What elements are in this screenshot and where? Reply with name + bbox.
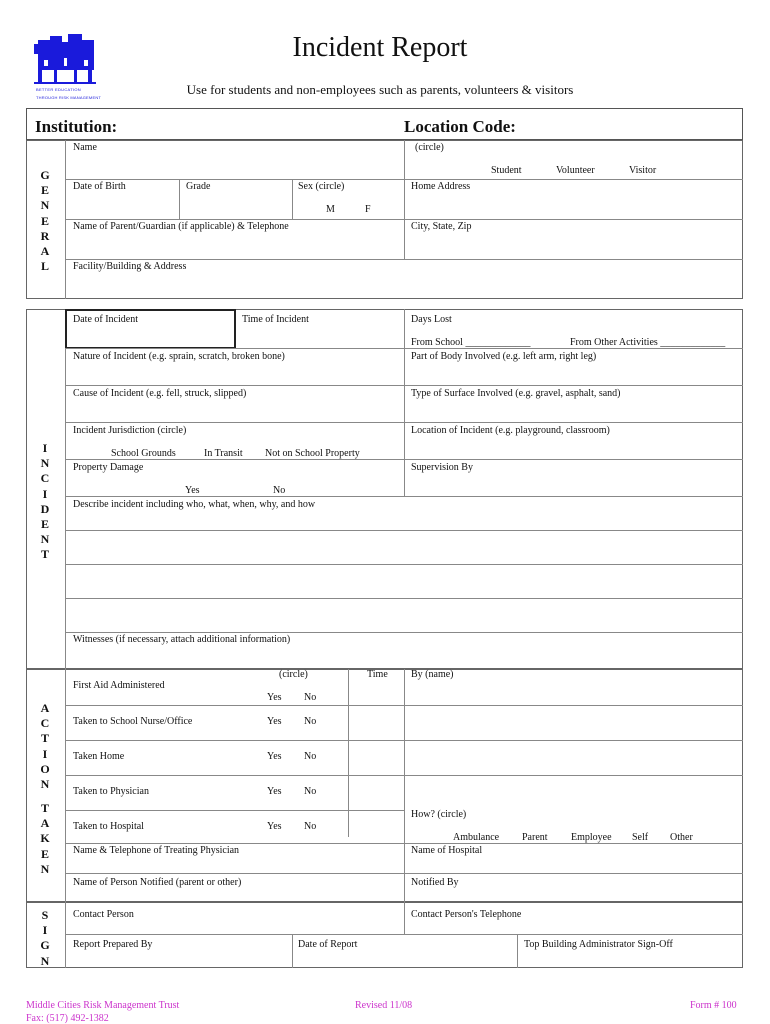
sex-field-label: Sex (circle) — [298, 181, 345, 192]
nature-field-label[interactable]: Nature of Incident (e.g. sprain, scratch, broken bone) — [73, 351, 285, 362]
hospital-no[interactable]: No — [304, 821, 317, 832]
nurse-no[interactable]: No — [304, 716, 317, 727]
admin-signoff-field[interactable]: Top Building Administrator Sign-Off — [524, 939, 673, 950]
option-not-school[interactable]: Not on School Property — [265, 448, 360, 459]
from-school-field[interactable]: From School _____________ — [411, 337, 531, 348]
action-side-label: A C T I O N — [40, 701, 50, 792]
treating-physician-field[interactable]: Name & Telephone of Treating Physician — [73, 845, 240, 856]
jurisdiction-label: Incident Jurisdiction (circle) — [73, 425, 187, 436]
nurse-yes[interactable]: Yes — [267, 716, 282, 727]
property-yes[interactable]: Yes — [185, 485, 200, 496]
footer-org: Middle Cities Risk Management Trust — [26, 1000, 180, 1011]
surface-field-label[interactable]: Type of Surface Involved (e.g. gravel, asphalt, sand) — [411, 388, 621, 399]
name-field-label[interactable]: Name — [73, 142, 97, 153]
taken-side-label: T A K E N — [40, 801, 50, 876]
grade-field-label[interactable]: Grade — [186, 181, 211, 192]
first-aid-yes[interactable]: Yes — [267, 692, 282, 703]
witnesses-field-label[interactable]: Witnesses (if necessary, attach additional information) — [73, 634, 291, 645]
describe-field-label[interactable]: Describe incident including who, what, when, why, and how — [73, 499, 316, 510]
option-f[interactable]: F — [365, 204, 371, 215]
hospital-yes[interactable]: Yes — [267, 821, 282, 832]
location-field-label[interactable]: Location of Incident (e.g. playground, classroom) — [411, 425, 610, 436]
hospital-label: Taken to Hospital — [73, 821, 144, 832]
logo-text-2: THROUGH RISK MANAGEMENT — [36, 95, 102, 100]
institution-header-box — [26, 108, 743, 140]
circle-label: (circle) — [415, 142, 444, 153]
option-school-grounds[interactable]: School Grounds — [111, 448, 176, 459]
cause-field-label[interactable]: Cause of Incident (e.g. fell, struck, slipped) — [73, 388, 247, 399]
institution-label: Institution: — [35, 117, 118, 136]
first-aid-label: First Aid Administered — [73, 680, 165, 691]
option-student[interactable]: Student — [491, 165, 522, 176]
contact-person-field[interactable]: Contact Person — [73, 909, 134, 920]
city-field-label[interactable]: City, State, Zip — [411, 221, 472, 232]
option-ambulance[interactable]: Ambulance — [453, 832, 500, 843]
physician-yes[interactable]: Yes — [267, 786, 282, 797]
contact-phone-field[interactable]: Contact Person's Telephone — [411, 909, 522, 920]
dob-field-label[interactable]: Date of Birth — [73, 181, 126, 192]
page-subtitle: Use for students and non-employees such as parents, volunteers & visitors — [186, 82, 574, 97]
prepared-by-field[interactable]: Report Prepared By — [73, 939, 153, 950]
home-label: Taken Home — [73, 751, 125, 762]
from-other-field[interactable]: From Other Activities _____________ — [570, 337, 726, 348]
property-damage-label: Property Damage — [73, 462, 144, 473]
time-of-incident-label[interactable]: Time of Incident — [242, 314, 309, 325]
date-of-incident-label: Date of Incident — [73, 314, 138, 325]
supervision-field-label[interactable]: Supervision By — [411, 462, 473, 473]
footer-revised: Revised 11/08 — [355, 1000, 413, 1011]
incident-section — [26, 309, 743, 669]
option-self[interactable]: Self — [632, 832, 649, 843]
option-m[interactable]: M — [326, 204, 335, 215]
option-employee[interactable]: Employee — [571, 832, 612, 843]
physician-label: Taken to Physician — [73, 786, 149, 797]
date-of-report-field[interactable]: Date of Report — [298, 939, 358, 950]
option-volunteer[interactable]: Volunteer — [556, 165, 595, 176]
footer-form-number: Form # 100 — [690, 1000, 737, 1011]
option-visitor[interactable]: Visitor — [629, 165, 657, 176]
page-title: Incident Report — [292, 32, 468, 63]
option-parent[interactable]: Parent — [522, 832, 548, 843]
facility-field-label[interactable]: Facility/Building & Address — [73, 261, 187, 272]
parent-field-label[interactable]: Name of Parent/Guardian (if applicable) & Telephone — [73, 221, 289, 232]
logo-text-1: BETTER EDUCATION — [36, 87, 81, 92]
body-part-field-label[interactable]: Part of Body Involved (e.g. left arm, right leg) — [411, 351, 597, 362]
notified-by-field[interactable]: Notified By — [411, 877, 459, 888]
general-side-label: G E N E R A L — [40, 168, 50, 274]
sign-side-label: S I G N — [40, 908, 50, 968]
name-of-hospital-field[interactable]: Name of Hospital — [411, 845, 483, 856]
location-code-label: Location Code: — [404, 117, 516, 136]
person-notified-field[interactable]: Name of Person Notified (parent or other) — [73, 877, 242, 888]
action-time-label: Time — [367, 669, 388, 680]
home-no[interactable]: No — [304, 751, 317, 762]
option-other[interactable]: Other — [670, 832, 693, 843]
days-lost-label: Days Lost — [411, 314, 452, 325]
physician-no[interactable]: No — [304, 786, 317, 797]
how-label: How? (circle) — [411, 809, 467, 820]
home-yes[interactable]: Yes — [267, 751, 282, 762]
home-address-field-label[interactable]: Home Address — [411, 181, 471, 192]
by-name-label[interactable]: By (name) — [411, 669, 454, 680]
incident-side-label: I N C I D E N T — [40, 441, 50, 562]
action-circle-label: (circle) — [279, 669, 308, 680]
option-in-transit[interactable]: In Transit — [204, 448, 243, 459]
first-aid-no[interactable]: No — [304, 692, 317, 703]
footer-fax: Fax: (517) 492-1382 — [26, 1013, 109, 1024]
property-no[interactable]: No — [273, 485, 286, 496]
nurse-label: Taken to School Nurse/Office — [73, 716, 193, 727]
